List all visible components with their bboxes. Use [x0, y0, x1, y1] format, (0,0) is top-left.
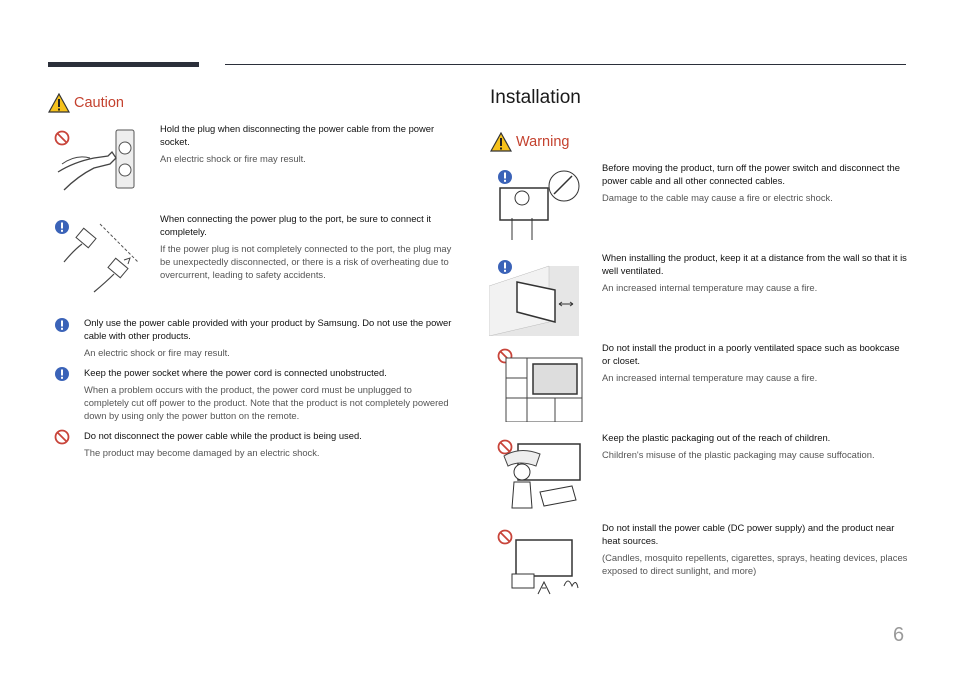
heat-source-illustration — [510, 538, 582, 600]
plug-hold-illustration — [54, 128, 136, 202]
plug-connect-illustration — [60, 222, 142, 294]
mandatory-icon — [54, 317, 70, 333]
installation-item-4: Keep the plastic packaging out of the reach of children. Children's misuse of the plastic packaging may cause suffocation. — [602, 432, 875, 460]
mandatory-icon — [54, 366, 70, 382]
header-rule — [225, 64, 906, 65]
header-bar-thick — [48, 62, 199, 67]
warning-triangle-icon — [490, 132, 512, 152]
wall-distance-illustration — [489, 262, 581, 336]
caution-item-5: Do not disconnect the power cable while the product is being used. The product may become damaged by an electric shock. — [84, 430, 362, 458]
warning-label: Warning — [516, 134, 570, 150]
caution-item-4: Keep the power socket where the power cord is connected unobstructed. When a problem occurs with the product, the power cord must be unplugged to completely cut off power to the product. Note that the product is not completely powered down by using only the power button on the remote. — [84, 367, 449, 421]
bookcase-illustration — [505, 354, 583, 422]
warning-heading — [490, 132, 569, 152]
installation-item-3: Do not install the product in a poorly ventilated space such as bookcase or closet. An increased internal temperature may cause a fire. — [602, 342, 900, 383]
installation-item-2: When installing the product, keep it at a distance from the wall so that it is well ventilated. An increased internal temperature may cause a fire. — [602, 252, 907, 293]
installation-item-5: Do not install the power cable (DC power supply) and the product near heat sources. (Candles, mosquito repellents, cigarettes, sprays, heating devices, places exposed to direct sunlight, and more) — [602, 522, 908, 576]
caution-label: Caution — [74, 95, 124, 111]
move-product-illustration — [498, 168, 582, 242]
caution-heading — [48, 93, 124, 113]
page-title: Installation — [490, 87, 581, 108]
prohibited-icon — [54, 429, 70, 445]
installation-item-1: Before moving the product, turn off the power switch and disconnect the power cable and all other connected cables. Damage to the cable may cause a fire or electric shock. — [602, 162, 900, 203]
caution-item-1: Hold the plug when disconnecting the power cable from the power socket. An electric shock or fire may result. — [160, 123, 435, 164]
caution-item-3: Only use the power cable provided with your product by Samsung. Do not use the power cable with other products. An electric shock or fire may result. — [84, 317, 452, 358]
page-number: 6 — [893, 624, 905, 646]
caution-item-2: When connecting the power plug to the port, be sure to connect it completely. If the power plug is not completely connected to the port, the plug may be unexpectedly disconnected, or there is a risk of overheating due to overcurrent, leading to safety accidents. — [160, 213, 452, 280]
child-packaging-illustration — [500, 442, 582, 516]
warning-triangle-icon — [48, 93, 70, 113]
